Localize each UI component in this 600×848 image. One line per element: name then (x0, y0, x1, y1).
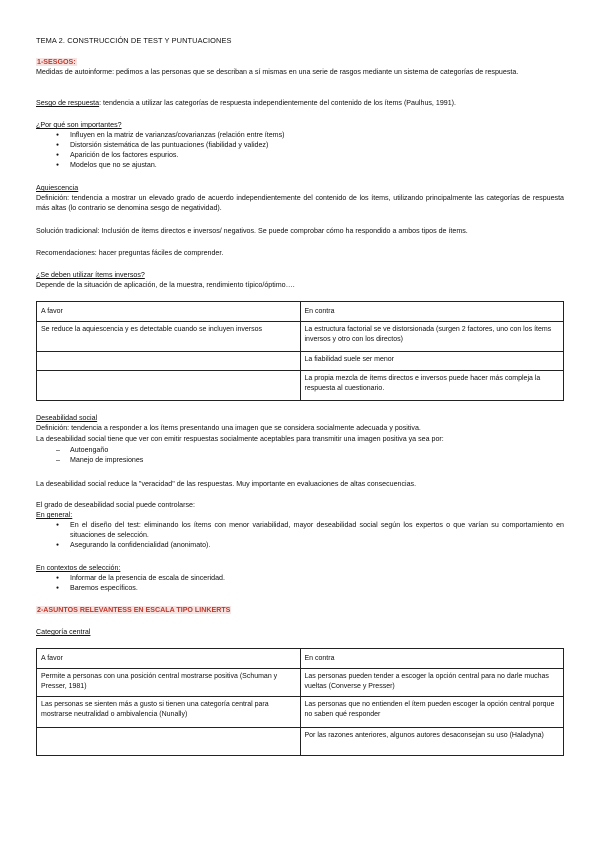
list-item: ● En el diseño del test: eliminando los ítems con menor variabilidad, mayor deseabilidad social según los expertos o que varían su comportamiento en situaciones de selección. (36, 520, 564, 540)
term-definition: : tendencia a utilizar las categorías de respuesta independientemente del contenido de los ítems (Paulhus, 1991). (99, 99, 456, 107)
aquiescencia-definition: Definición: tendencia a mostrar un elevado grado de acuerdo independientemente del contenido de los ítems, utilizando principalmente las categorías de respuesta más altas (lo contrario se denomina sesgo de negatividad). (36, 194, 564, 212)
table-cell: Las personas se sienten más a gusto si tienen una categoría central para mostrarse neutralidad o ambivalencia (Nunally) (37, 697, 301, 728)
deseabilidad-definition: Definición: tendencia a responder a los ítems presentando una imagen que se considera socialmente adecuada y positiva. (36, 424, 421, 432)
col-header-favor: A favor (37, 649, 301, 669)
highlighted-heading: 2-ASUNTOS RELEVANTESS EN ESCALA TIPO LINKERTS (37, 606, 231, 614)
table-cell: Las personas que no entienden el ítem pueden escoger la opción central porque no saben qué responder (300, 697, 564, 728)
list-item: ● Modelos que no se ajustan. (36, 160, 564, 170)
table-row (37, 322, 564, 352)
seleccion-list (36, 573, 564, 593)
table-row (37, 352, 564, 371)
col-header-favor: A favor (37, 302, 301, 322)
deseabilidad-reduce: La deseabilidad social reduce la "veracidad" de las respuestas. Muy importante en evaluaciones de altas consecuencias. (36, 480, 417, 488)
col-header-contra: En contra (300, 649, 564, 669)
table-cell: La fiabilidad suele ser menor (300, 352, 564, 371)
list-item: ● Informar de la presencia de escala de sinceridad. (36, 573, 564, 583)
table-header-row (37, 302, 564, 322)
section-heading-sesgos (36, 57, 564, 67)
importantes-heading: ¿Por qué son importantes? (36, 121, 122, 129)
table-row (37, 669, 564, 697)
deseabilidad-relacion: La deseabilidad social tiene que ver con emitir respuestas socialmente aceptables para transmitir una imagen positiva ya sea por: (36, 435, 444, 443)
list-item: ● Baremos específicos. (36, 583, 564, 593)
list-item: ● Influyen en la matriz de varianzas/covarianzas (relación entre ítems) (36, 130, 564, 140)
table-cell (37, 371, 301, 401)
list-item: ● Asegurando la confidencialidad (anonimato). (36, 540, 564, 550)
sesgo-respuesta-definition (36, 98, 564, 108)
table-row (37, 371, 564, 401)
aquiescencia-solucion: Solución tradicional: Inclusión de ítems directos e inversos/ negativos. Se puede comprobar cómo ha respondido a ambos tipos de ítems. (36, 227, 468, 235)
table-cell: La estructura factorial se ve distorsionada (surgen 2 factores, uno con los ítems inversos y otro con los directos) (300, 322, 564, 352)
categoria-central-heading: Categoría central (36, 628, 91, 636)
deseabilidad-controlarse: El grado de deseabilidad social puede controlarse: (36, 501, 195, 509)
importantes-list (36, 130, 564, 170)
aquiescencia-recomendaciones: Recomendaciones: hacer preguntas fáciles de comprender. (36, 249, 224, 257)
term-label: Sesgo de respuesta (36, 99, 100, 107)
table-cell: Se reduce la aquiescencia y es detectable cuando se incluyen inversos (37, 322, 301, 352)
table-row (37, 728, 564, 756)
highlighted-heading: 1-SESGOS: (37, 58, 76, 66)
aquiescencia-heading: Aquiescencia (36, 184, 79, 192)
table-cell: Por las razones anteriores, algunos autores desaconsejan su uso (Haladyna) (300, 728, 564, 756)
table-cell: La propia mezcla de ítems directos e inversos puede hacer más compleja la respuesta al cuestionario. (300, 371, 564, 401)
list-item: ● Aparición de los factores espurios. (36, 150, 564, 160)
categoria-central-table (36, 648, 564, 756)
list-item: – Autoengaño (36, 445, 564, 455)
section-heading-asuntos (36, 605, 564, 615)
table-cell (37, 352, 301, 371)
deseabilidad-por-list (36, 445, 564, 465)
deseabilidad-heading: Deseabilidad social (36, 414, 98, 422)
table-header-row (37, 649, 564, 669)
document-title: TEMA 2. CONSTRUCCIÓN DE TEST Y PUNTUACIONES (36, 36, 232, 45)
seleccion-heading: En contextos de selección: (36, 564, 121, 572)
col-header-contra: En contra (300, 302, 564, 322)
inversos-table (36, 301, 564, 401)
table-cell: Las personas pueden tender a escoger la opción central para no darle muchas vueltas (Converse y Presser) (300, 669, 564, 697)
inversos-question: ¿Se deben utilizar ítems inversos? (36, 271, 145, 279)
sesgos-intro: Medidas de autoinforme: pedimos a las personas que se describan a sí mismas en una serie de rasgos mediante un sistema de categorías de respuesta. (36, 68, 519, 76)
general-heading: En general: (36, 511, 73, 519)
table-row (37, 697, 564, 728)
table-cell (37, 728, 301, 756)
table-cell: Permite a personas con una posición central mostrarse positiva (Schuman y Presser, 1981) (37, 669, 301, 697)
general-list (36, 520, 564, 550)
list-item: – Manejo de impresiones (36, 455, 564, 465)
list-item: ● Distorsión sistemática de las puntuaciones (fiabilidad y validez) (36, 140, 564, 150)
inversos-answer: Depende de la situación de aplicación, de la muestra, rendimiento típico/óptimo…. (36, 281, 295, 289)
